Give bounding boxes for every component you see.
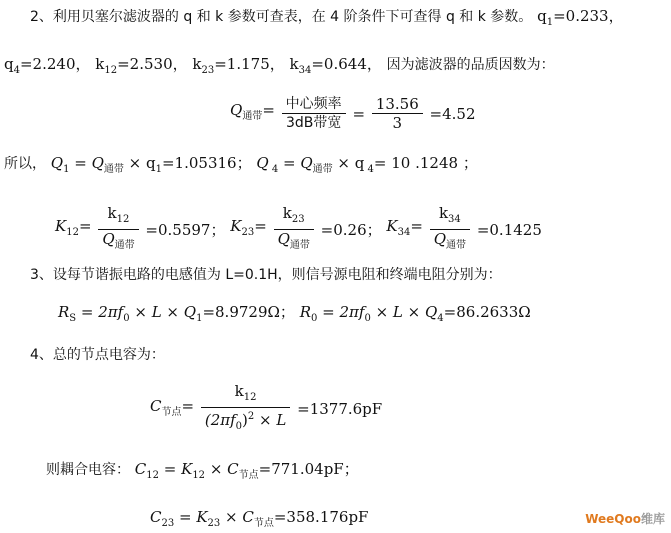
coupling-capacitor-c12: 则耦合电容： $C_{12} = K_{12} \times C_{节点}=771.04pF$； bbox=[46, 460, 359, 481]
fraction-k12: $\frac{k_{12}}{Q_{通带}}$ bbox=[98, 204, 138, 255]
k34-value: $k_{34}=0.644$， bbox=[289, 55, 382, 76]
quality-factor-text: 因为滤波器的品质因数为： bbox=[386, 57, 555, 73]
step-2-text: 2、利用贝塞尔滤波器的 q 和 k 参数可查表，在 4 阶条件下可查得 q 和 k 参数。 bbox=[30, 9, 533, 25]
paragraph-step-2 bbox=[30, 7, 624, 32]
fraction-k23: $\frac{k_{23}}{Q_{通带}}$ bbox=[274, 204, 314, 255]
resistance-line: $R_S = 2\pi f_0 \times L \times Q_1=8.9729\Omega$； $R_0 = 2\pi f_0 \times L \times Q_4=86.2633\Omega$ bbox=[58, 303, 531, 324]
params-line bbox=[4, 55, 555, 80]
fraction-k34: $\frac{k_{34}}{Q_{通带}}$ bbox=[430, 204, 470, 255]
watermark-logo: WeeQoo维库 bbox=[585, 512, 665, 526]
q-values-line: 所以， $Q_1 = Q_{通带} \times q_1=1.05316$； Q $_4 = Q_{通带} \times q$ $_4$= 10 .1248 ； bbox=[4, 154, 478, 175]
fraction-numeric: $\frac{13.56}{3}$ bbox=[372, 95, 423, 132]
fraction-node-capacitance: $\frac{k_{12}}{(2\pi f_0)^2 \times L}$ bbox=[201, 382, 291, 436]
k-coefficients-line: $K_{12}=$ $\frac{k_{12}}{Q_{通带}}$ =0.5597； $K_{23}=$ $\frac{k_{23}}{Q_{通带}}$ =0.26； $K_{34}=$ $\frac{k_{34}}{Q_{通带}}$ =0.1425 bbox=[55, 204, 542, 255]
paragraph-step-4: 4、总的节点电容为： bbox=[30, 347, 165, 363]
k23-value: $k_{23}=1.175$， bbox=[192, 55, 285, 76]
node-capacitance-formula: $C_{节点}=$ $\frac{k_{12}}{(2\pi f_0)^2 \times L}$ =1377.6pF bbox=[150, 382, 382, 436]
k12-value: $k_{12}=2.530$， bbox=[95, 55, 188, 76]
paragraph-step-3: 3、设每节谐振电路的电感值为 L=0.1H，则信号源电阻和终端电阻分别为： bbox=[30, 267, 502, 283]
coupling-capacitor-c23: $C_{23} = K_{23} \times C_{节点}=358.176pF$ bbox=[150, 508, 369, 529]
q-passband-formula: $Q_{通带}=$ $\frac{\text{中心频率}}{\text{3dB带宽}}$ = $\frac{13.56}{3}$ =4.52 bbox=[230, 95, 476, 132]
q1-value: $q_1=0.233$， bbox=[537, 7, 624, 28]
q4-value: $q_4=2.240$， bbox=[4, 55, 91, 76]
fraction-bandwidth: $\frac{\text{中心频率}}{\text{3dB带宽}}$ bbox=[282, 95, 346, 132]
